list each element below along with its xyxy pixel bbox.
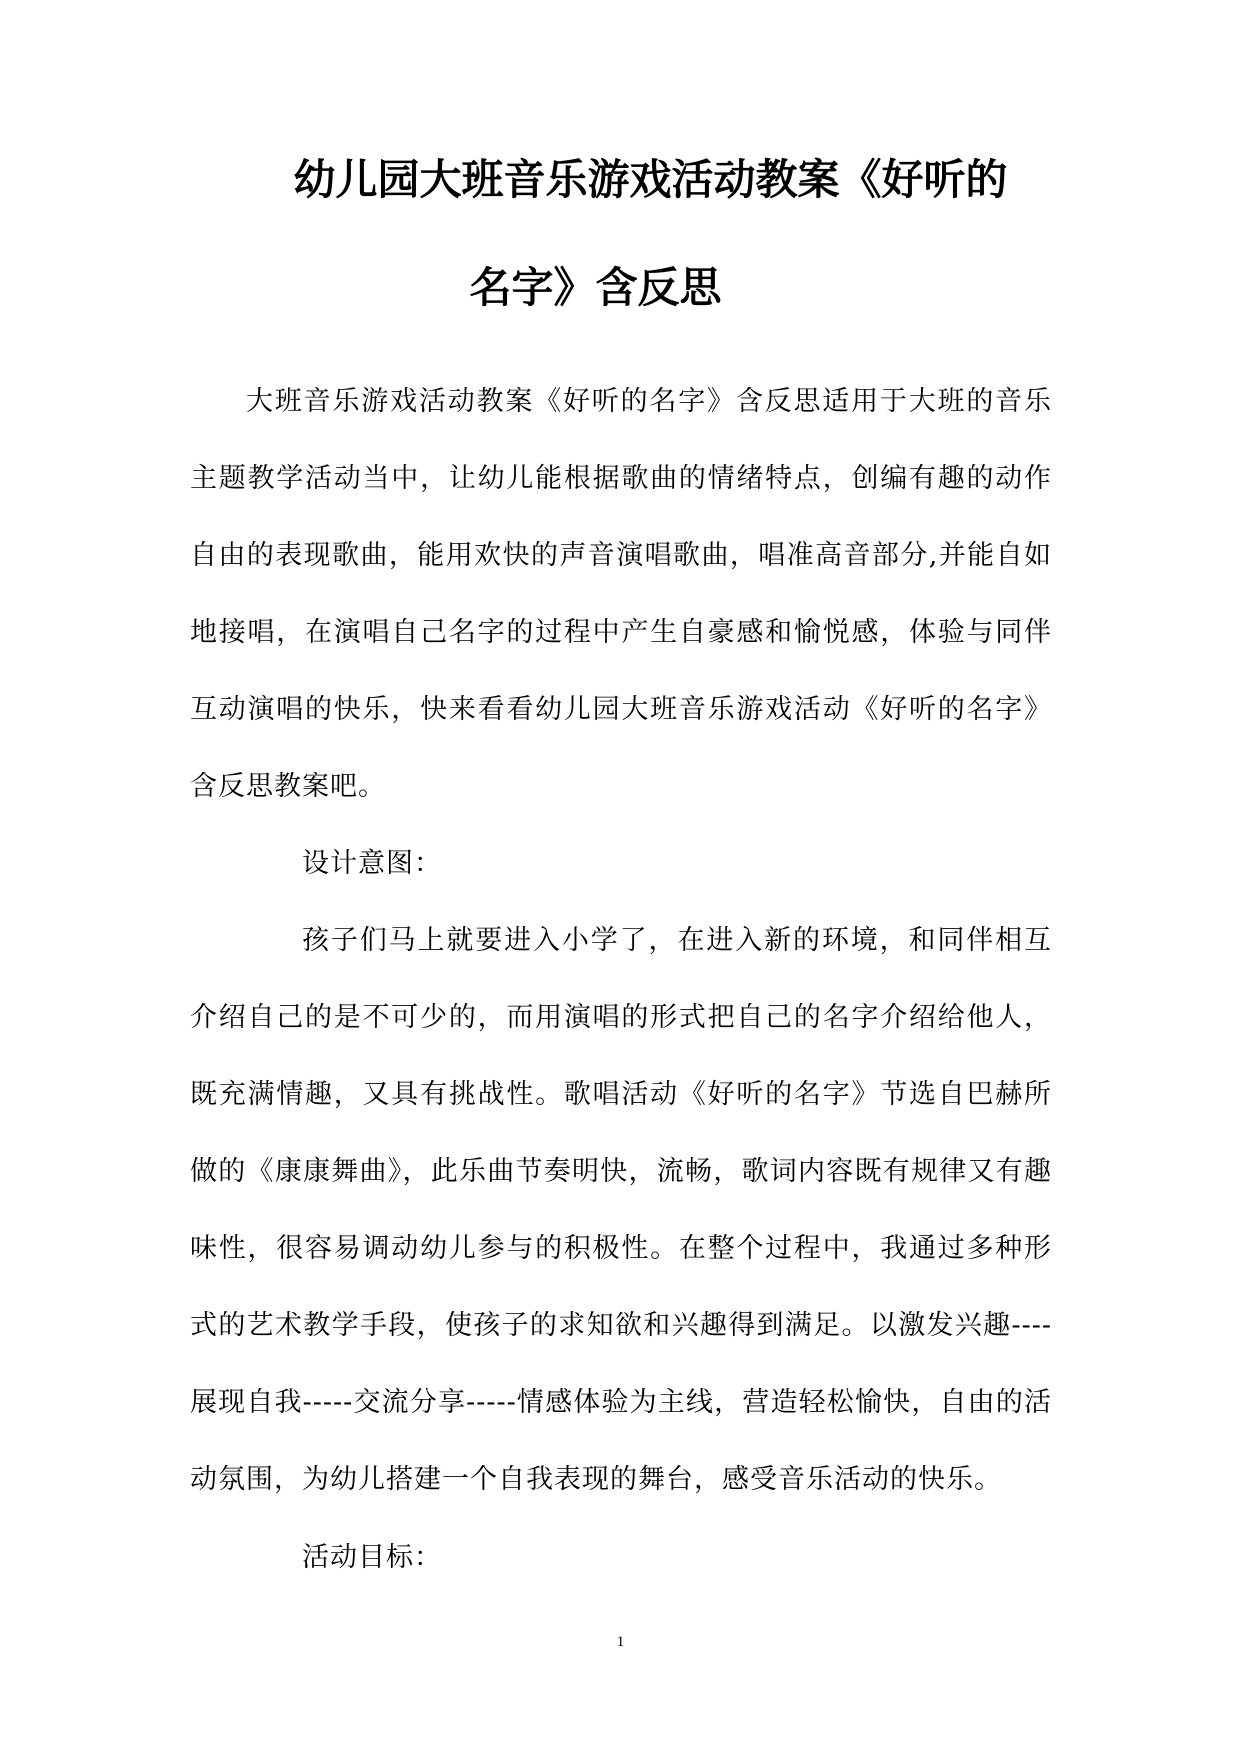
design-intent-heading: 设计意图： [302, 848, 442, 879]
page-number: 1 [616, 1634, 625, 1650]
intro-paragraph: 大班音乐游戏活动教案《好听的名字》含反思适用于大班的音乐主题教学活动当中，让幼儿能根据歌曲的情绪特点，创编有趣的动作自由的表现歌曲，能用欢快的声音演唱歌曲，唱准高音部分,并能自如地接唱，在演唱自己名字的过程中产生自豪感和愉悦感，体验与同伴互动演唱的快乐，快来看看幼儿园大班音乐游戏活动《好听的名字》含反思教案吧。 [190, 386, 1052, 802]
document-title-line-1: 幼儿园大班音乐游戏活动教案《好听的 [293, 155, 1008, 204]
design-intent-paragraph: 孩子们马上就要进入小学了，在进入新的环境，和同伴相互介绍自己的是不可少的，而用演唱的形式把自己的名字介绍给他人，既充满情趣，又具有挑战性。歌唱活动《好听的名字》节选自巴赫所做的《康康舞曲》，此乐曲节奏明快，流畅，歌词内容既有规律又有趣味性，很容易调动幼儿参与的积极性。在整个过程中，我通过多种形式的艺术教学手段，使孩子的求知欲和兴趣得到满足。以激发兴趣----展现自我-----交流分享-----情感体验为主线，营造轻松愉快，自由的活动氛围，为幼儿搭建一个自我表现的舞台，感受音乐活动的快乐。 [190, 925, 1052, 1495]
activity-goal-heading: 活动目标： [302, 1542, 442, 1573]
document-title-line-2: 名字》含反思 [469, 263, 722, 312]
